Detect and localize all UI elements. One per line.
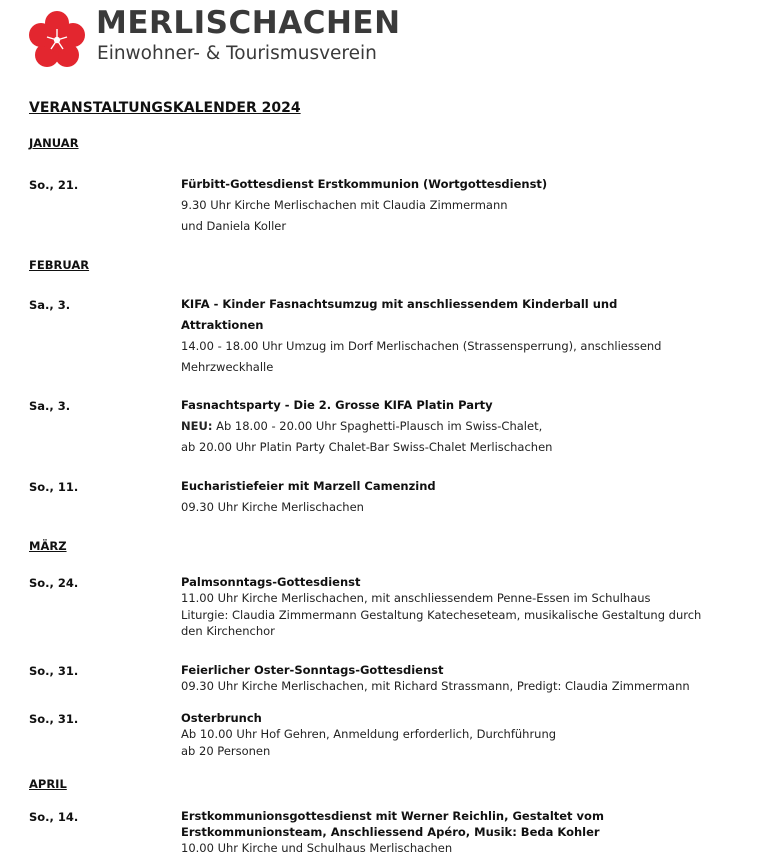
brand-subtitle: Einwohner- & Tourismusverein [97, 43, 377, 64]
event-details [181, 808, 726, 857]
event-line: Mehrzweckhalle [181, 359, 274, 374]
event-line: den Kirchenchor [181, 624, 275, 638]
event-line: Liturgie: Claudia Zimmermann Gestaltung Katecheseteam, musikalische Gestaltung durch [181, 607, 702, 622]
event-date: Sa., 3. [29, 399, 71, 413]
event-title: Erstkommunionsgottesdienst mit Werner Reichlin, Gestaltet vom [181, 809, 604, 823]
brand-name: MERLISCHACHEN [96, 5, 401, 41]
event-line: 9.30 Uhr Kirche Merlischachen mit Claudia Zimmermann [181, 198, 508, 212]
event-line: und Daniela Koller [181, 218, 287, 233]
event-details [181, 174, 726, 236]
event-title: Eucharistiefeier mit Marzell Camenzind [181, 479, 436, 493]
event-title: Palmsonntags-Gottesdienst [181, 575, 361, 589]
event-line: 09.30 Uhr Kirche Merlischachen, mit Richard Strassmann, Predigt: Claudia Zimmermann [181, 679, 690, 693]
event-title: Osterbrunch [181, 711, 262, 725]
event-details [181, 294, 726, 377]
new-label: NEU: [181, 419, 213, 433]
page-title: VERANSTALTUNGSKALENDER 2024 [29, 100, 301, 116]
event-details [181, 395, 726, 457]
event-date: Sa., 3. [29, 298, 71, 312]
month-heading-maerz: MÄRZ [29, 539, 67, 553]
event-details [181, 574, 726, 640]
event-title: KIFA - Kinder Fasnachtsumzug mit anschliessendem Kinderball und [181, 297, 618, 311]
flower-logo-icon [27, 10, 87, 70]
event-date: So., 21. [29, 178, 79, 192]
event-details [181, 476, 726, 518]
event-date: So., 24. [29, 576, 79, 590]
event-line [181, 416, 726, 437]
event-line: 09.30 Uhr Kirche Merlischachen [181, 500, 364, 514]
month-heading-januar: JANUAR [29, 136, 79, 150]
event-date: So., 31. [29, 712, 79, 726]
event-line: ab 20.00 Uhr Platin Party Chalet-Bar Swiss-Chalet Merlischachen [181, 439, 553, 454]
event-line: ab 20 Personen [181, 743, 271, 758]
event-line: 10.00 Uhr Kirche und Schulhaus Merlischachen [181, 841, 453, 855]
month-heading-februar: FEBRUAR [29, 258, 90, 272]
event-title: Feierlicher Oster-Sonntags-Gottesdienst [181, 663, 444, 677]
event-title: Fürbitt-Gottesdienst Erstkommunion (Wortgottesdienst) [181, 177, 548, 191]
event-details [181, 710, 726, 759]
event-details [181, 662, 726, 695]
event-line: 11.00 Uhr Kirche Merlischachen, mit anschliessendem Penne-Essen im Schulhaus [181, 591, 651, 605]
event-date: So., 31. [29, 664, 79, 678]
event-date: So., 14. [29, 810, 79, 824]
event-date: So., 11. [29, 480, 79, 494]
event-line: 14.00 - 18.00 Uhr Umzug im Dorf Merlischachen (Strassensperrung), anschliessend [181, 339, 662, 353]
event-title-continued: Erstkommunionsteam, Anschliessend Apéro, Musik: Beda Kohler [181, 825, 600, 839]
event-line: Ab 10.00 Uhr Hof Gehren, Anmeldung erforderlich, Durchführung [181, 727, 557, 741]
event-line-text: Ab 18.00 - 20.00 Uhr Spaghetti-Plausch im Swiss-Chalet, [212, 419, 543, 433]
event-title-continued: Attraktionen [181, 318, 264, 332]
month-heading-april: APRIL [29, 777, 67, 791]
event-title: Fasnachtsparty - Die 2. Grosse KIFA Platin Party [181, 398, 493, 412]
